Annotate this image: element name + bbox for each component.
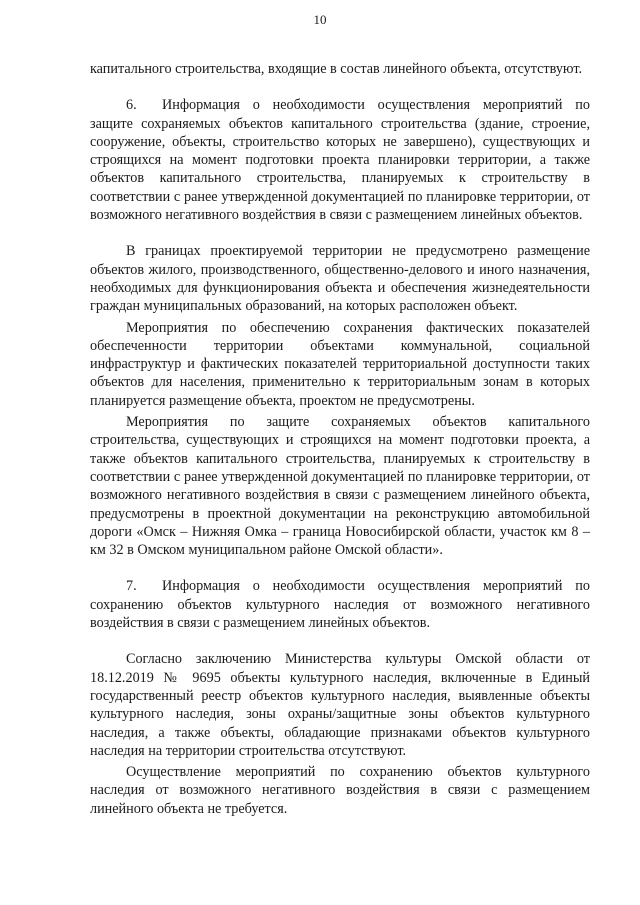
item-number: 6. <box>126 97 137 114</box>
paragraph: В границах проектируемой территории не предусмотрено размещение объектов жилого, производственного, общественно-делового и иного назначения, необходимых для функционирования объекта и обеспечения жизнедеятельности граждан муниципальных образований, на которых расположен объект. <box>90 243 590 315</box>
item-number: 7. <box>126 578 137 595</box>
paragraph-item-6 <box>90 96 590 224</box>
paragraph: Осуществление мероприятий по сохранению объектов культурного наследия от возможного негативного воздействия в связи с размещением линейного объекта не требуется. <box>90 764 590 817</box>
item-text: Информация о необходимости осуществления мероприятий по сохранению объектов культурного наследия от возможного негативного воздействия в связи с размещением линейных объектов. <box>90 578 590 632</box>
paragraph: Мероприятия по защите сохраняемых объектов капитального строительства, существующих и строящихся на момент подготовки проекта, а также объектов капитального строительства, планируемых к строительству в соответствии с ранее утвержденной документацией по планировке территории, от возможного негативного воздействия в связи с размещением линейного объекта, предусмотрены в проектной документации на реконструкцию автомобильной дороги «Омск – Нижняя Омка – граница Новосибирской области, участок км 8 – км 32 в Омском муниципальном районе Омской области». <box>90 414 590 559</box>
paragraph: Согласно заключению Министерства культуры Омской области от 18.12.2019 № 9695 объекты культурного наследия, включенные в Единый государственный реестр объектов культурного наследия, выявленные объекты культурного наследия, зоны охраны/защитные зоны объектов культурного наследия, а также объекты, обладающие признаками объектов культурного наследия на территории строительства отсутствуют. <box>90 651 590 759</box>
paragraph-item-7 <box>90 577 590 632</box>
document-body <box>90 60 590 818</box>
paragraph-continuation: капитального строительства, входящие в состав линейного объекта, отсутствуют. <box>90 61 583 77</box>
paragraph: Мероприятия по обеспечению сохранения фактических показателей обеспеченности территории объектами коммунальной, социальной инфраструктур и фактических показателей территориальной доступности таких объектов для населения, применительно к территориальным зонам в которых планируется размещение объекта, проектом не предусмотрены. <box>90 319 590 409</box>
item-text: Информация о необходимости осуществления мероприятий по защите сохраняемых объектов капитального строительства (здание, строение, сооружение, объекты, строительство которых не завершено), существующих и строящихся на момент подготовки проекта планировки территории, а также объектов капитального строительства, планируемых к строительству в соответствии с ранее утвержденной документацией по планировке территории, от возможного негативного воздействия в связи с размещением линейных объектов. <box>90 97 590 224</box>
page-number: 10 <box>313 12 327 27</box>
